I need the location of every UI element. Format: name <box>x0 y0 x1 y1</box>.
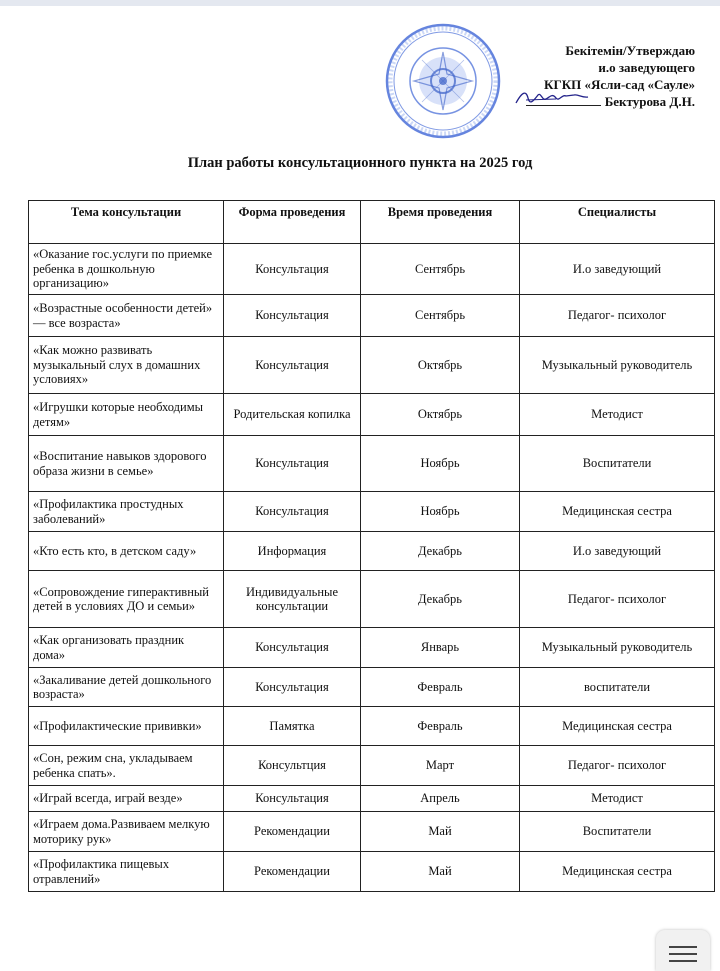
approval-line-2: и.о заведующего <box>598 60 695 75</box>
time-cell: Апрель <box>361 786 520 812</box>
specialist-cell: Методист <box>520 394 715 436</box>
consultation-plan-table <box>28 200 715 892</box>
time-cell: Октябрь <box>361 394 520 436</box>
header-topic: Тема консультации <box>29 201 224 244</box>
form-cell: Консультация <box>224 436 361 492</box>
top-band <box>0 0 720 6</box>
topic-cell: «Сопровождение гиперактивный детей в условиях ДО и семьи» <box>29 571 224 628</box>
table-row <box>29 852 715 892</box>
topic-cell: «Профилактика пищевых отравлений» <box>29 852 224 892</box>
form-cell: Индивидуальные консультации <box>224 571 361 628</box>
specialist-cell: Медицинская сестра <box>520 707 715 746</box>
form-cell: Информация <box>224 532 361 571</box>
form-cell: Рекомендации <box>224 812 361 852</box>
specialist-cell: Педагог- психолог <box>520 571 715 628</box>
time-cell: Май <box>361 812 520 852</box>
form-cell: Консультация <box>224 668 361 707</box>
specialist-cell: Музыкальный руководитель <box>520 628 715 668</box>
table-row <box>29 571 715 628</box>
table-row <box>29 707 715 746</box>
specialist-cell: Медицинская сестра <box>520 852 715 892</box>
topic-cell: «Возрастные особенности детей» — все возраста» <box>29 295 224 337</box>
topic-cell: «Профилактические прививки» <box>29 707 224 746</box>
header-time: Время проведения <box>361 201 520 244</box>
menu-icon-bar <box>669 960 697 962</box>
specialist-cell: И.о заведующий <box>520 532 715 571</box>
specialist-cell: Медицинская сестра <box>520 492 715 532</box>
form-cell: Памятка <box>224 707 361 746</box>
specialist-cell: Воспитатели <box>520 436 715 492</box>
table-row <box>29 628 715 668</box>
specialist-cell: Педагог- психолог <box>520 746 715 786</box>
table-row <box>29 786 715 812</box>
specialist-cell: Воспитатели <box>520 812 715 852</box>
approval-signature-line <box>526 93 695 110</box>
table-row <box>29 244 715 295</box>
table-header-row <box>29 201 715 244</box>
form-cell: Консультация <box>224 628 361 668</box>
specialist-cell: И.о заведующий <box>520 244 715 295</box>
time-cell: Февраль <box>361 707 520 746</box>
form-cell: Консультация <box>224 244 361 295</box>
specialist-cell: воспитатели <box>520 668 715 707</box>
table-row <box>29 812 715 852</box>
table-row <box>29 394 715 436</box>
specialist-cell: Музыкальный руководитель <box>520 337 715 394</box>
specialist-cell: Методист <box>520 786 715 812</box>
specialist-cell: Педагог- психолог <box>520 295 715 337</box>
time-cell: Ноябрь <box>361 492 520 532</box>
form-cell: Консультция <box>224 746 361 786</box>
topic-cell: «Играй всегда, играй везде» <box>29 786 224 812</box>
time-cell: Январь <box>361 628 520 668</box>
time-cell: Сентябрь <box>361 244 520 295</box>
time-cell: Февраль <box>361 668 520 707</box>
time-cell: Декабрь <box>361 571 520 628</box>
time-cell: Декабрь <box>361 532 520 571</box>
topic-cell: «Профилактика простудных заболеваний» <box>29 492 224 532</box>
table-row <box>29 532 715 571</box>
time-cell: Май <box>361 852 520 892</box>
topic-cell: «Закаливание детей дошкольного возраста» <box>29 668 224 707</box>
menu-icon-bar <box>669 953 697 955</box>
topic-cell: «Сон, режим сна, укладываем ребенка спать». <box>29 746 224 786</box>
form-cell: Консультация <box>224 786 361 812</box>
form-cell: Консультация <box>224 492 361 532</box>
table-row <box>29 436 715 492</box>
time-cell: Сентябрь <box>361 295 520 337</box>
form-cell: Консультация <box>224 337 361 394</box>
topic-cell: «Оказание гос.услуги по приемке ребенка в дошкольную организацию» <box>29 244 224 295</box>
header-specialists: Специалисты <box>520 201 715 244</box>
time-cell: Март <box>361 746 520 786</box>
menu-button[interactable] <box>656 930 710 971</box>
signature-underline <box>526 93 601 106</box>
table-row <box>29 746 715 786</box>
approval-line-4: Бектурова Д.Н. <box>604 94 695 109</box>
approval-line-3: КГКП «Ясли-сад «Сауле» <box>544 77 695 92</box>
topic-cell: «Воспитание навыков здорового образа жизни в семье» <box>29 436 224 492</box>
header-form: Форма проведения <box>224 201 361 244</box>
table-row <box>29 492 715 532</box>
form-cell: Рекомендации <box>224 852 361 892</box>
topic-cell: «Игрушки которые необходимы детям» <box>29 394 224 436</box>
table-row <box>29 668 715 707</box>
official-stamp-seal <box>384 22 502 140</box>
form-cell: Родительская копилка <box>224 394 361 436</box>
time-cell: Ноябрь <box>361 436 520 492</box>
time-cell: Октябрь <box>361 337 520 394</box>
topic-cell: «Как организовать праздник дома» <box>29 628 224 668</box>
topic-cell: «Как можно развивать музыкальный слух в домашних условиях» <box>29 337 224 394</box>
document-title: План работы консультационного пункта на 2025 год <box>187 155 533 171</box>
form-cell: Консультация <box>224 295 361 337</box>
approval-line-1: Бекітемін/Утверждаю <box>565 43 695 58</box>
table-row <box>29 295 715 337</box>
menu-icon-bar <box>669 946 697 948</box>
topic-cell: «Играем дома.Развиваем мелкую моторику рук» <box>29 812 224 852</box>
approval-block <box>526 42 695 110</box>
topic-cell: «Кто есть кто, в детском саду» <box>29 532 224 571</box>
table-row <box>29 337 715 394</box>
